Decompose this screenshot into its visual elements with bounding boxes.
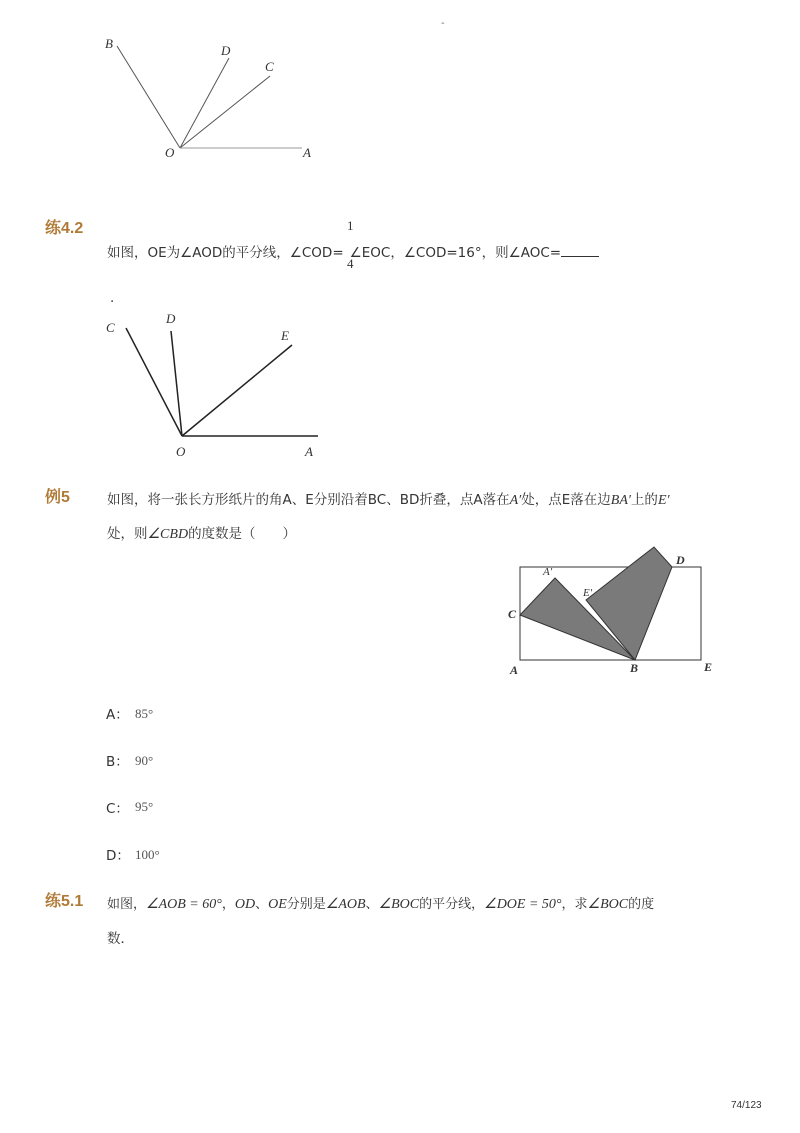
label-c: C [106, 320, 115, 335]
math-seg: BA′ [610, 493, 631, 508]
label-c: C [265, 59, 274, 74]
text-seg: 分别是 [286, 897, 326, 912]
math-seg: OD [234, 897, 256, 912]
question-text-b: ∠EOC，∠COD=16°，则∠AOC= [349, 245, 562, 261]
label-d: D [166, 311, 176, 326]
question-line-1 [107, 488, 670, 509]
math-seg: ∠DOE = 50° [484, 897, 562, 912]
option-c-letter: C： [106, 801, 129, 817]
text-seg: 上的 [630, 492, 658, 508]
label-o: O [176, 444, 186, 459]
example-tag: 例5 [45, 489, 70, 506]
label-o: O [165, 145, 175, 160]
math-seg: ∠AOB [325, 897, 366, 912]
figure-3-fold [0, 0, 800, 200]
label-d: D [676, 553, 685, 567]
option-b-letter: B： [106, 754, 129, 770]
option-d-letter: D： [106, 848, 130, 864]
option-a-letter: A： [106, 707, 129, 723]
label-aprime: A′ [543, 566, 553, 578]
label-a: A [303, 145, 311, 160]
question-line-2 [107, 522, 296, 543]
text-seg: 的平分线， [419, 897, 485, 912]
text-seg: 如图，将一张长方形纸片的角A、E分别沿着BC、BD折叠，点A落在 [107, 492, 510, 508]
ray-oc [126, 328, 182, 436]
math-seg: ∠BOC [587, 897, 629, 912]
text-seg: ，求 [561, 897, 588, 912]
math-seg: OE [268, 897, 287, 912]
fraction-numerator: 1 [347, 218, 354, 233]
question-line-1 [107, 893, 654, 913]
label-a: A [510, 663, 519, 677]
text-seg: 的度 [628, 897, 655, 912]
question-period: . [110, 290, 115, 306]
text-seg: 的度数是（ ） [188, 526, 297, 542]
text-seg: 、 [365, 897, 379, 912]
ray-od [171, 331, 182, 436]
question-text-a: 如图，OE为∠AOD的平分线，∠COD= [107, 245, 344, 261]
option-c-value: 95° [135, 799, 154, 814]
fraction-denominator: 4 [347, 256, 354, 271]
option-a-value: 85° [135, 706, 154, 721]
text-seg: 、 [255, 897, 269, 912]
ray-oe [182, 345, 292, 436]
math-seg: ∠CBD [147, 527, 189, 542]
text-seg: 处，则 [107, 526, 148, 542]
text-seg: 如图， [107, 897, 147, 912]
label-b: B [630, 661, 639, 675]
question-text [107, 241, 599, 261]
label-a: A [305, 444, 313, 459]
math-seg: E′ [657, 493, 670, 508]
label-d: D [221, 43, 231, 58]
text-seg: 处，点E落在边 [521, 492, 611, 508]
option-b-value: 90° [135, 753, 154, 768]
answer-blank[interactable] [561, 244, 599, 257]
label-c: C [508, 607, 517, 621]
label-b: B [105, 36, 113, 51]
top-mark: - [441, 18, 445, 29]
question-line-2: 数． [107, 931, 134, 947]
option-d-value: 100° [135, 847, 160, 862]
label-e: E [281, 328, 289, 343]
math-seg: ∠BOC [378, 897, 420, 912]
exercise-tag: 练4.2 [45, 220, 84, 237]
math-seg: ∠AOB = 60° [146, 897, 222, 912]
label-eprime: E′ [583, 587, 593, 599]
text-seg: ， [221, 897, 235, 912]
exercise-tag: 练5.1 [45, 893, 84, 910]
math-seg: A′ [509, 493, 522, 508]
label-e: E [704, 660, 713, 674]
page-number: 74/123 [731, 1100, 762, 1111]
